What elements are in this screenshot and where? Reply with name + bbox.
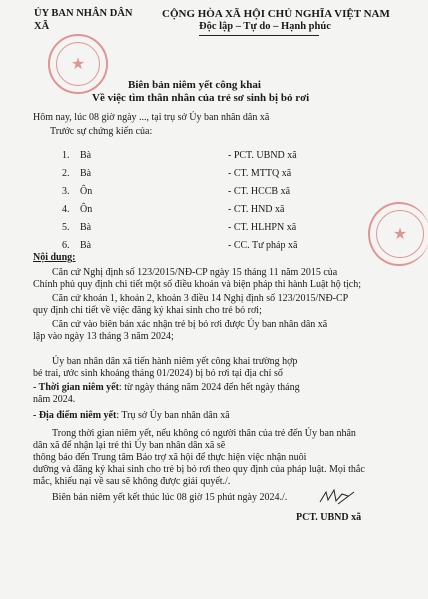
witness-title: Ôn: [80, 204, 93, 215]
org-name-line1: ỦY BAN NHÂN DÂN: [34, 8, 133, 19]
witness-num: 3.: [62, 186, 70, 197]
para3-line2: lập vào ngày 13 tháng 3 năm 2024;: [33, 331, 174, 342]
witness-title: Bà: [80, 240, 92, 251]
official-seal-right: [368, 202, 428, 266]
national-title: CỘNG HÒA XÃ HỘI CHỦ NGHĨA VIỆT NAM: [162, 8, 390, 20]
witness-num: 5.: [62, 222, 70, 233]
org-name-line2: XÃ: [34, 21, 50, 32]
para5-line2: dân xã để nhận lại trẻ thì Ủy ban nhân dân xã sẽ: [33, 440, 226, 451]
witness-title: Bà: [80, 168, 92, 179]
signer-title: PCT. UBND xã: [296, 512, 362, 523]
para2-line2: quy định chi tiết về việc đăng ký khai sinh cho trẻ bỏ rơi;: [33, 305, 262, 316]
witness-title: Ôn: [80, 186, 93, 197]
time-line2: năm 2024.: [33, 394, 76, 405]
national-motto: Độc lập – Tự do – Hạnh phúc: [199, 21, 331, 32]
seal-star-icon: ★: [392, 226, 408, 243]
para2-line1: Căn cứ khoản 1, khoản 2, khoản 3 điều 14 Nghị định số 123/2015/NĐ-CP: [52, 293, 349, 304]
witness-role: - CC. Tư pháp xã: [228, 240, 298, 251]
witness-num: 1.: [62, 150, 70, 161]
place-text: : Trụ sở Ủy ban nhân dân xã: [116, 410, 230, 421]
intro-line2: Trước sự chứng kiến của:: [50, 126, 153, 137]
time-block: [33, 382, 300, 394]
content-heading: Nội dung:: [33, 252, 76, 263]
handwritten-signature: [318, 486, 358, 508]
para1-line2: Chính phủ quy định chi tiết một số điều khoản và biện pháp thi hành Luật hộ tịch;: [33, 279, 362, 290]
intro-line1: Hôm nay, lúc 08 giờ ngày ..., tại trụ sở Ủy ban nhân dân xã: [33, 112, 270, 123]
doc-title-line1: Biên bản niêm yết công khai: [128, 79, 261, 91]
place-label: - Địa điểm niêm yết: [33, 410, 117, 421]
time-label: - Thời gian niêm yết: [33, 382, 119, 393]
witness-title: Bà: [80, 222, 92, 233]
doc-title-line2: Về việc tìm thân nhân của trẻ sơ sinh bị bỏ rơi: [92, 92, 310, 104]
witness-role: - PCT. UBND xã: [228, 150, 297, 161]
para5-line5: mắc, khiếu nại về sau sẽ không được giải quyết./.: [33, 476, 231, 487]
para4-line1: Ủy ban nhân dân xã tiến hành niêm yết công khai trường hợp: [52, 356, 298, 367]
para5-line3: thông báo đến Trung tâm Bảo trợ xã hội để thực hiện việc nhận nuôi: [33, 452, 307, 463]
place-block: [33, 410, 230, 422]
para4-line2: bé trai, ước sinh khoảng tháng 01/2024) bị bỏ rơi tại địa chỉ số: [33, 368, 283, 379]
para1-line1: Căn cứ Nghị định số 123/2015/NĐ-CP ngày 15 tháng 11 năm 2015 của: [52, 267, 338, 278]
witness-title: Bà: [80, 150, 92, 161]
witness-role: - CT. HCCB xã: [228, 186, 291, 197]
time-text: : từ ngày tháng năm 2024 đến hết ngày tháng: [118, 382, 300, 393]
witness-role: - CT. HLHPN xã: [228, 222, 297, 233]
witness-role: - CT. HND xã: [228, 204, 285, 215]
seal-star-icon: ★: [70, 56, 86, 73]
witness-num: 4.: [62, 204, 70, 215]
closing-line: Biên bản niêm yết kết thúc lúc 08 giờ 15 phút ngày 2024./.: [52, 492, 288, 503]
official-seal-left: [48, 34, 108, 94]
witness-role: - CT. MTTQ xã: [228, 168, 292, 179]
para5-line4: dưỡng và đăng ký khai sinh cho trẻ bị bỏ rơi theo quy định của pháp luật. Mọi thắc: [33, 464, 365, 475]
para5-line1: Trong thời gian niêm yết, nếu không có người thân của trẻ đến Ủy ban nhân: [52, 428, 356, 439]
witness-num: 2.: [62, 168, 70, 179]
para3-line1: Căn cứ vào biên bản xác nhận trẻ bị bỏ rơi được Ủy ban nhân dân xã: [52, 319, 328, 330]
witness-num: 6.: [62, 240, 70, 251]
motto-underline: [199, 35, 319, 36]
